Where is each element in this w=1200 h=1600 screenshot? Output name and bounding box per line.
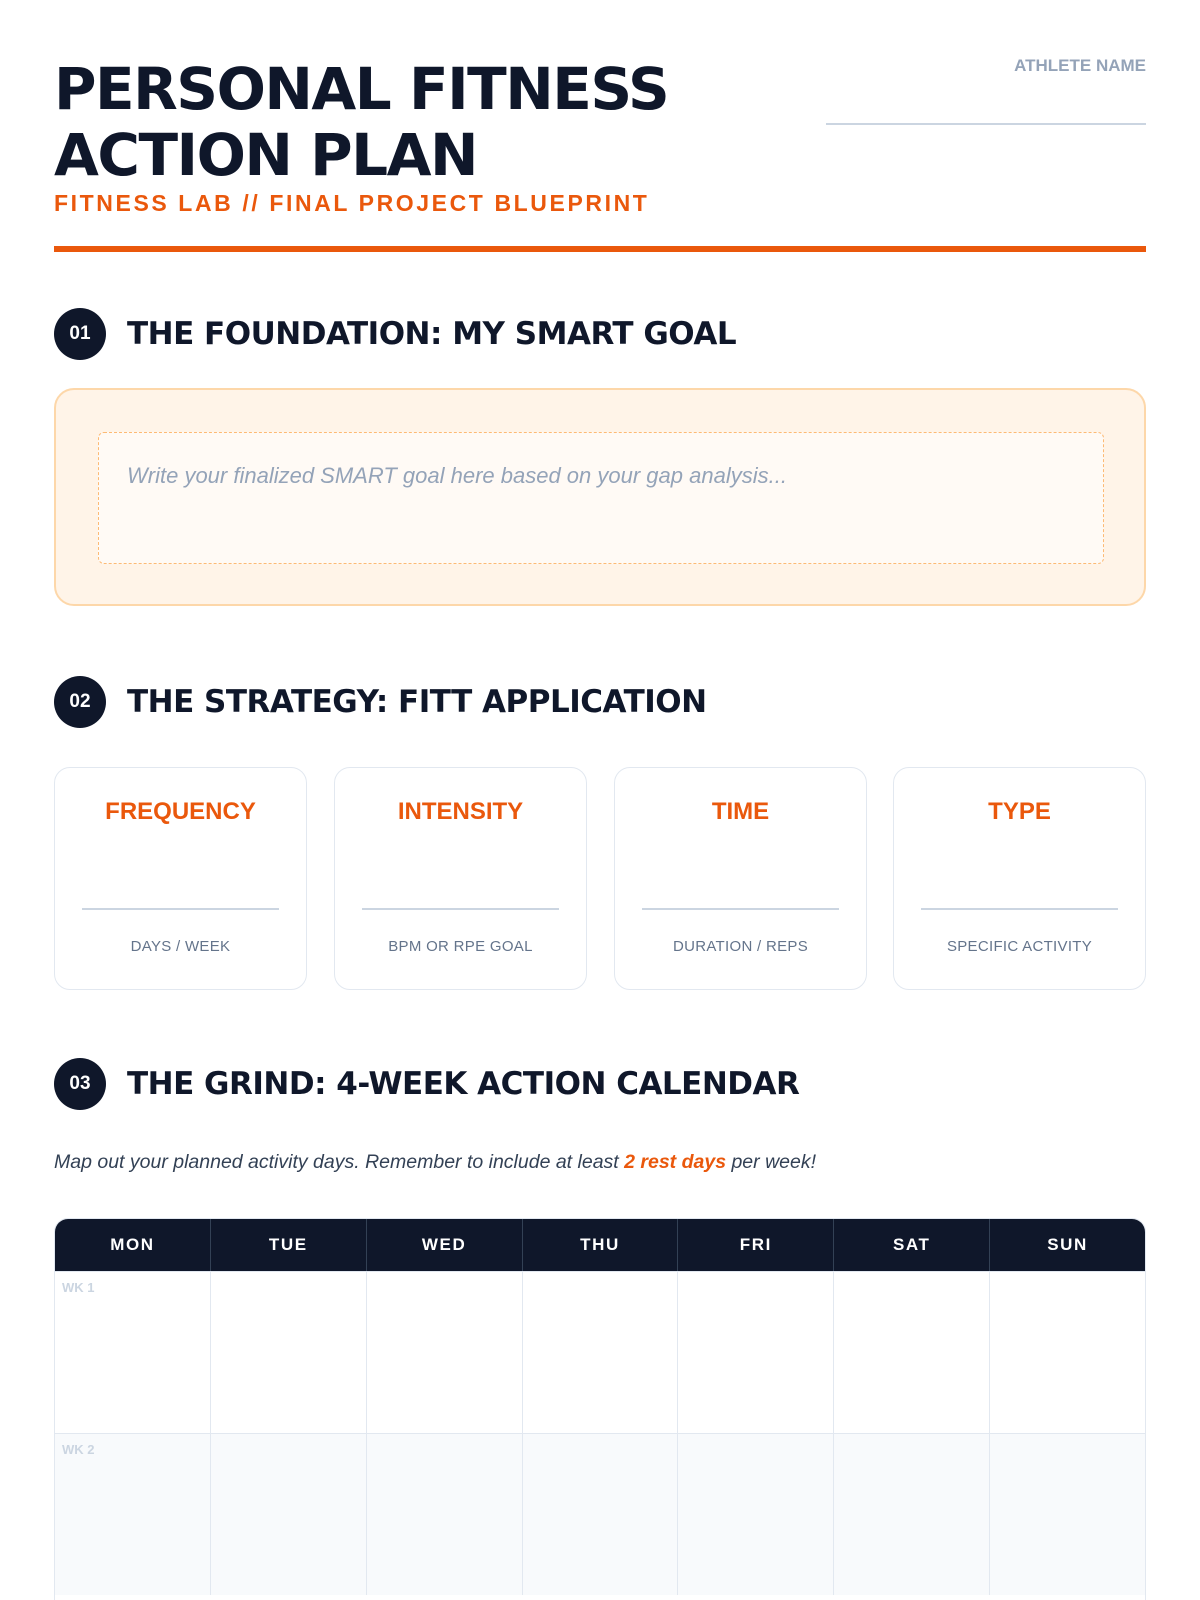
- calendar-cell[interactable]: [211, 1434, 367, 1595]
- fitt-card-title: TYPE: [988, 798, 1051, 825]
- calendar-cell[interactable]: [367, 1272, 523, 1433]
- smart-goal-field[interactable]: Write your finalized SMART goal here based on your gap analysis...: [98, 432, 1104, 564]
- day-header-sat: SAT: [834, 1219, 990, 1271]
- day-header-mon: MON: [55, 1219, 211, 1271]
- section-number-badge: 02: [54, 676, 106, 728]
- page-subtitle: FITNESS LAB // FINAL PROJECT BLUEPRINT: [54, 190, 650, 216]
- fitt-card-caption: DAYS / WEEK: [130, 938, 231, 955]
- calendar-cell[interactable]: [523, 1434, 679, 1595]
- fitt-answer-line[interactable]: [362, 908, 559, 910]
- week-label: WK 2: [62, 1442, 95, 1457]
- day-header-fri: FRI: [678, 1219, 834, 1271]
- fitt-card-title: TIME: [711, 798, 770, 825]
- rest-days-highlight: 2 rest days: [624, 1151, 727, 1173]
- week-label: WK 1: [62, 1280, 95, 1295]
- calendar-cell[interactable]: [523, 1272, 679, 1433]
- page-title: [54, 56, 668, 188]
- fitt-card-type: [893, 767, 1146, 990]
- section-title: THE STRATEGY: FITT APPLICATION: [127, 684, 707, 720]
- calendar-cell[interactable]: [834, 1434, 990, 1595]
- instruction-text-end: per week!: [726, 1151, 817, 1173]
- fitt-card-title: INTENSITY: [397, 798, 524, 825]
- calendar-cell[interactable]: [55, 1272, 211, 1433]
- section-heading-smart-goal: [54, 308, 1146, 360]
- fitt-answer-line[interactable]: [642, 908, 839, 910]
- calendar-header-row: [55, 1219, 1145, 1271]
- instruction-text: Map out your planned activity days. Remember to include at least: [54, 1151, 625, 1173]
- calendar-cell[interactable]: [678, 1434, 834, 1595]
- action-plan-page: [54, 0, 1146, 1600]
- calendar-cell[interactable]: [678, 1272, 834, 1433]
- fitt-card-time: [614, 767, 867, 990]
- title-line-1: PERSONAL FITNESS: [54, 55, 669, 123]
- header: [54, 56, 1146, 254]
- calendar-week-row: [55, 1271, 1145, 1433]
- day-header-thu: THU: [523, 1219, 679, 1271]
- athlete-name-field[interactable]: [826, 123, 1146, 125]
- fitt-card-intensity: [334, 767, 587, 990]
- fitt-card-caption: BPM OR RPE GOAL: [388, 938, 533, 955]
- smart-goal-card: [54, 388, 1146, 606]
- section-heading-calendar: [54, 1058, 1146, 1110]
- day-header-sun: SUN: [1047, 1235, 1088, 1254]
- calendar-cell[interactable]: [367, 1434, 523, 1595]
- calendar-cell[interactable]: [990, 1434, 1145, 1595]
- fitt-card-frequency: [54, 767, 307, 990]
- day-header-wed: WED: [367, 1219, 523, 1271]
- title-line-2: ACTION PLAN: [54, 121, 478, 189]
- fitt-card-title: FREQUENCY: [105, 798, 256, 825]
- fitt-answer-line[interactable]: [82, 908, 279, 910]
- calendar-instructions: [54, 1151, 816, 1174]
- fitt-answer-line[interactable]: [921, 908, 1118, 910]
- calendar-cell[interactable]: [55, 1434, 211, 1595]
- header-divider: [54, 246, 1146, 252]
- athlete-name-label: ATHLETE NAME: [1014, 56, 1146, 75]
- fitt-card-caption: DURATION / REPS: [672, 938, 809, 955]
- calendar-cell[interactable]: [990, 1272, 1145, 1433]
- section-title: THE FOUNDATION: MY SMART GOAL: [127, 316, 737, 352]
- calendar-cell[interactable]: [834, 1272, 990, 1433]
- action-calendar: [54, 1218, 1146, 1600]
- fitt-cards: [54, 767, 1146, 990]
- section-number-badge: 01: [54, 308, 106, 360]
- section-number-badge: 03: [54, 1058, 106, 1110]
- section-heading-fitt: [54, 676, 1146, 728]
- section-title: THE GRIND: 4-WEEK ACTION CALENDAR: [127, 1066, 800, 1102]
- calendar-week-row: [55, 1433, 1145, 1595]
- day-header-tue: TUE: [211, 1219, 367, 1271]
- fitt-card-caption: SPECIFIC ACTIVITY: [946, 938, 1093, 955]
- calendar-cell[interactable]: [211, 1272, 367, 1433]
